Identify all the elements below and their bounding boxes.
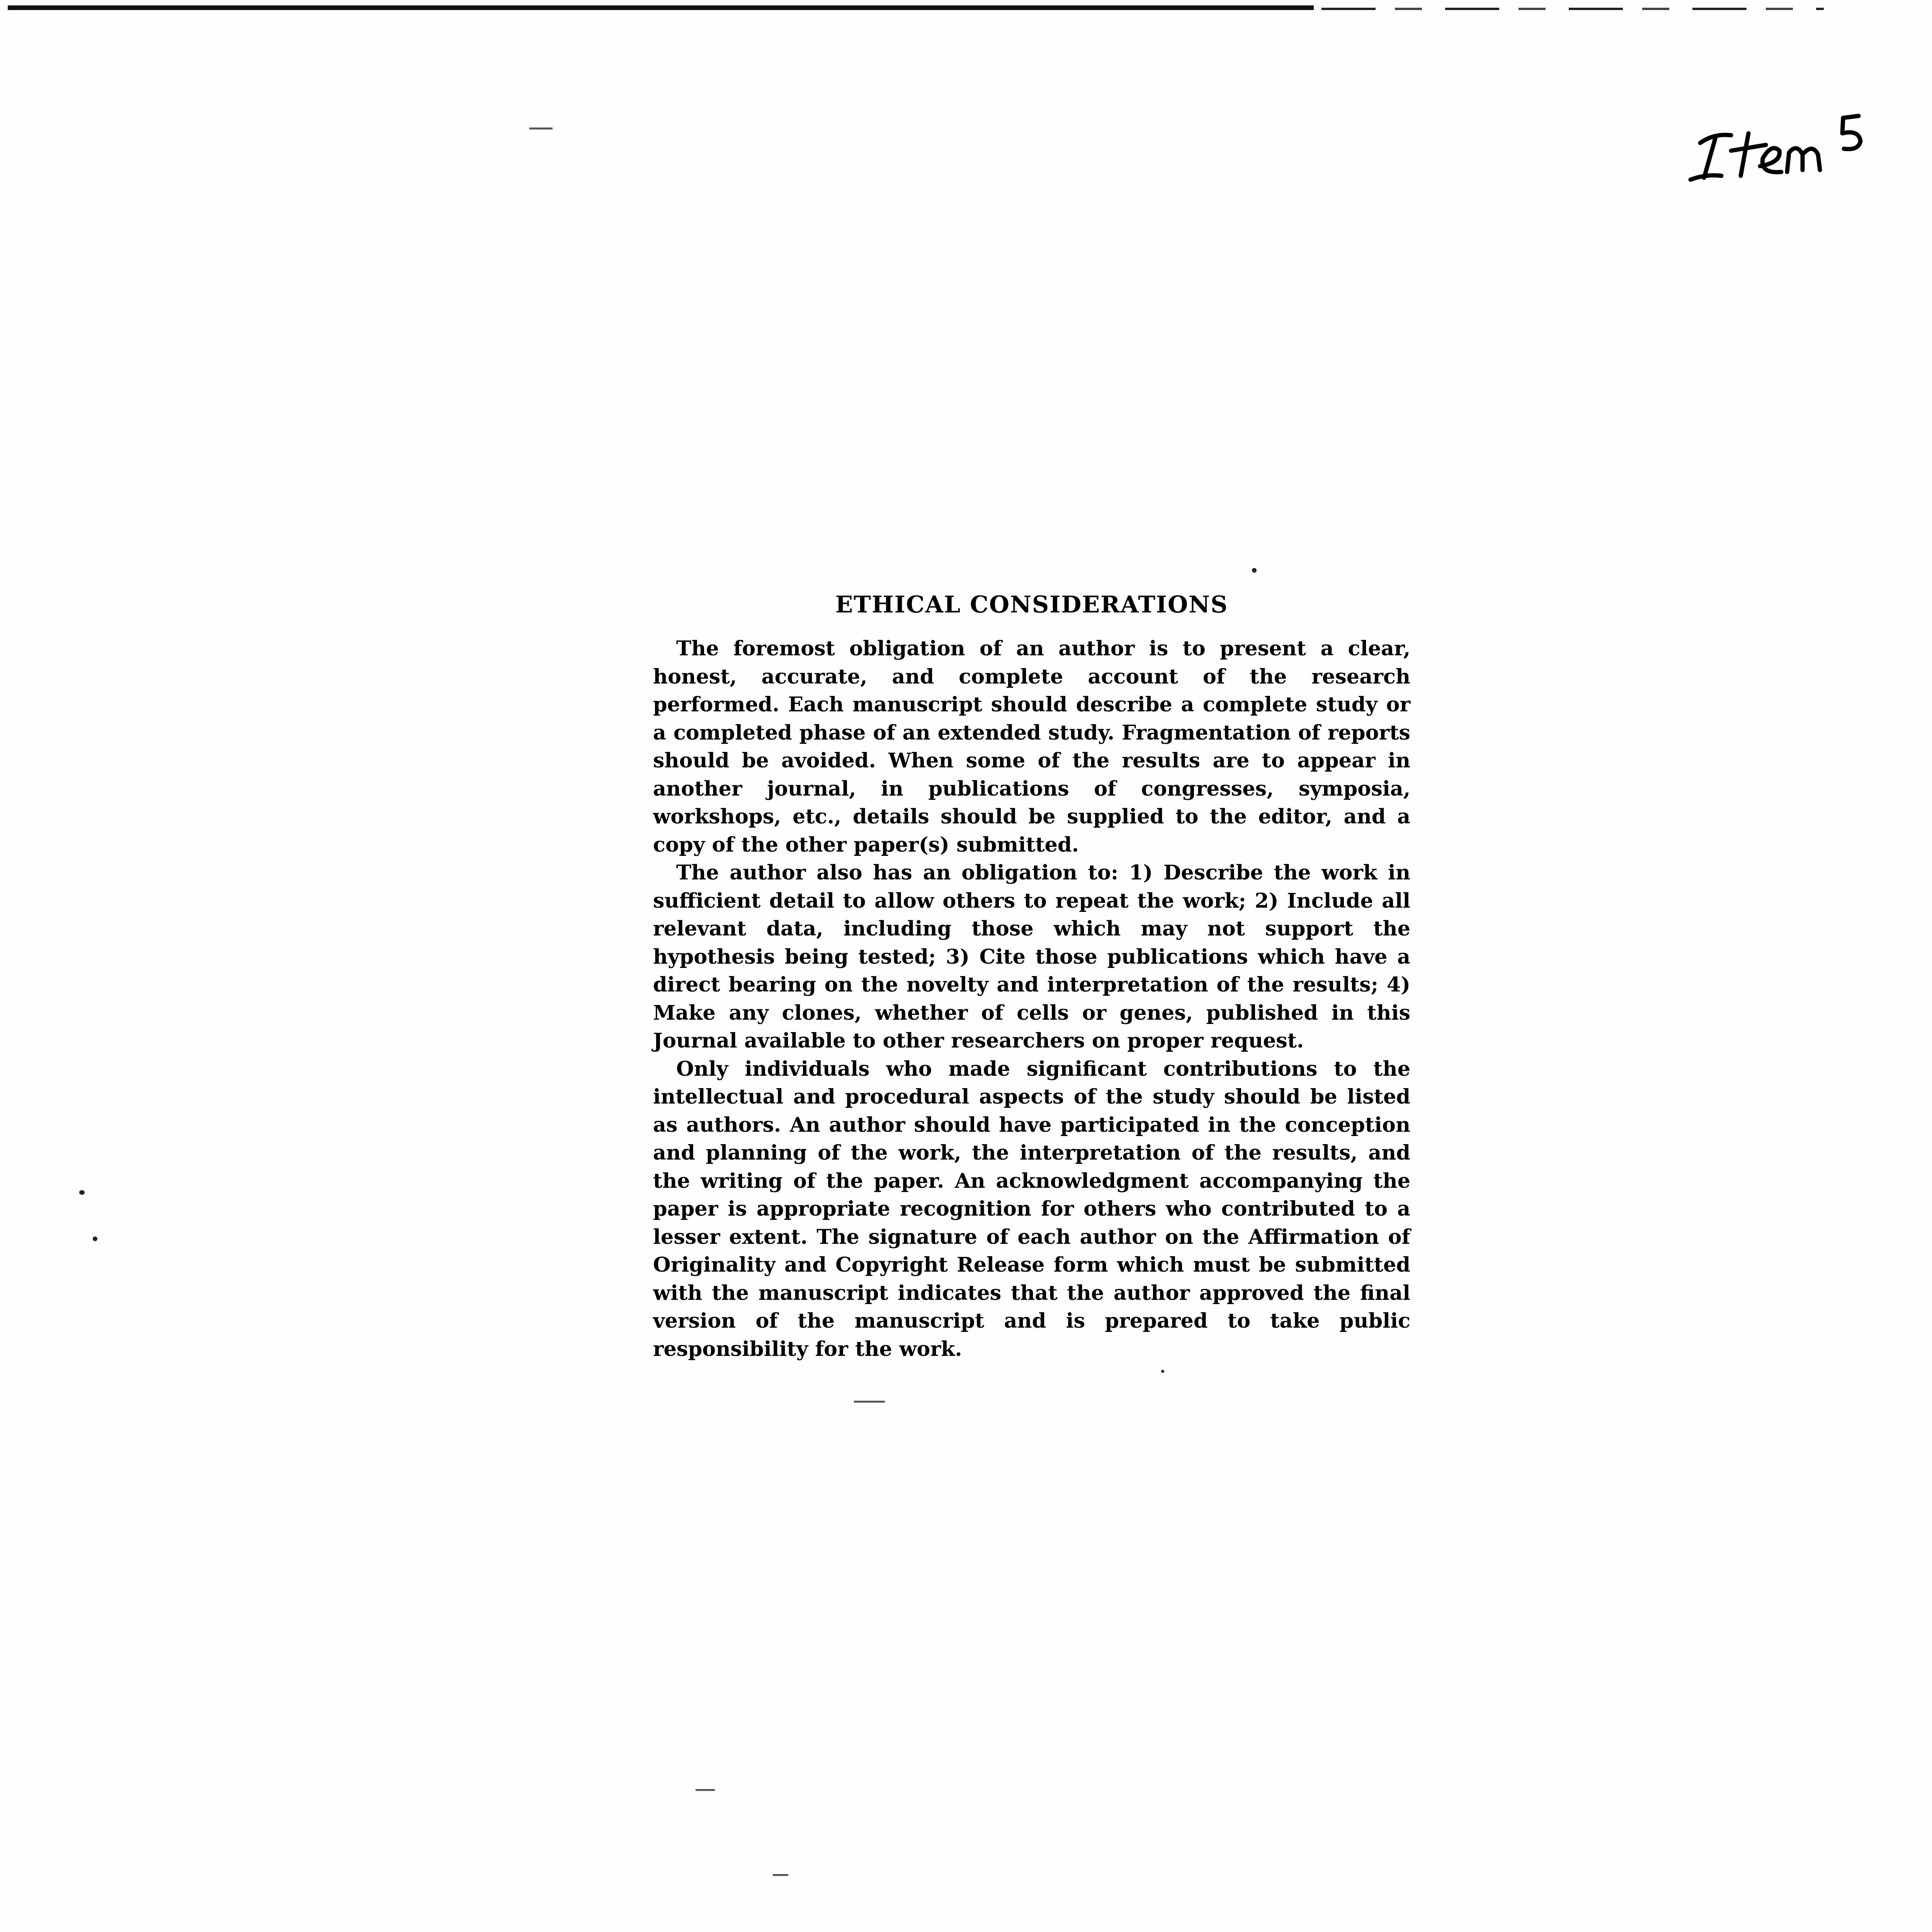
article-block <box>653 589 1410 1361</box>
paragraph-3: Only individuals who made significant contributions to the intellectual and procedural aspects of the study should be listed as authors. An author should have participated in the conception and planning of the work, the interpretation of the results, and the writing of the paper. An acknowledgment accompanying the paper is appropriate recognition for others who contributed to a lesser extent. The signature of each author on the Affirmation of Originality and Copyright Release form which must be submitted with the manuscript indicates that the author approved the final version of the manuscript and is prepared to take public responsibility for the work. <box>653 1057 1410 1361</box>
scan-edge-dashes <box>1321 8 1824 10</box>
scan-speck <box>93 1236 97 1241</box>
scan-speck <box>79 1190 85 1195</box>
scan-dash <box>773 1874 788 1876</box>
scan-dash <box>529 128 553 129</box>
article-title: ETHICAL CONSIDERATIONS <box>835 591 1228 618</box>
paragraph-1: The foremost obligation of an author is to present a clear, honest, accurate, and complete account of the research performed. Each manuscript should describe a complete study or a completed phase of an extended study. Fragmentation of reports should be avoided. When some of the results are to appear in another journal, in publications of congresses, symposia, workshops, etc., details should be supplied to the editor, and a copy of the other paper(s) submitted. <box>653 637 1410 857</box>
scan-dash <box>696 1789 715 1791</box>
scan-dash <box>854 1401 885 1403</box>
scan-edge-line <box>8 5 1314 10</box>
paragraph-2: The author also has an obligation to: 1) Describe the work in sufficient detail to allow others to repeat the work; 2) Include all relevant data, including those which may not support the hypothesis being tested; 3) Cite those publications which have a direct bearing on the novelty and interpretation of the results; 4) Make any clones, whether of cells or genes, published in this Journal available to other researchers on proper request. <box>653 861 1410 1053</box>
scan-speck <box>1252 568 1257 573</box>
scan-speck <box>1161 1370 1164 1373</box>
handwritten-item-note <box>1677 97 1893 189</box>
